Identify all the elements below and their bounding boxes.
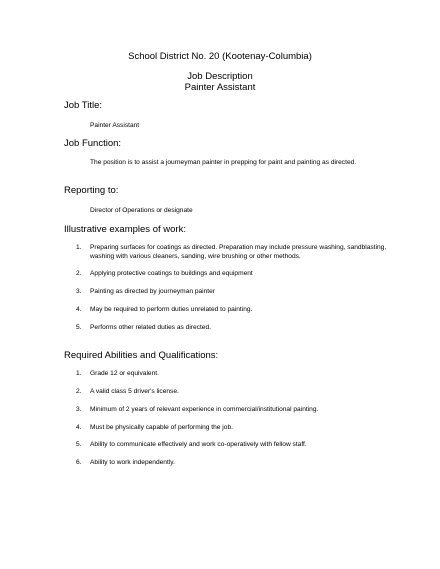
list-item-number: 1.	[76, 244, 82, 251]
list-item-text: A valid class 5 driver's license.	[90, 388, 179, 395]
reporting-to-heading: Reporting to:	[64, 185, 119, 196]
list-item-number: 4.	[76, 306, 82, 313]
list-item-text: Grade 12 or equivalent.	[90, 370, 159, 377]
list-item-text: Performs other related duties as directed.	[90, 324, 211, 331]
list-item-number: 5.	[76, 441, 82, 448]
list-item-text: Ability to communicate effectively and work co-operatively with fellow staff.	[90, 441, 307, 448]
list-item-number: 3.	[76, 406, 82, 413]
list-item-text: Painting as directed by journeyman painter	[90, 288, 215, 295]
list-item-number: 1.	[76, 370, 82, 377]
job-function-value: The position is to assist a journeyman painter in prepping for paint and painting as directed.	[90, 159, 357, 166]
district-title: School District No. 20 (Kootenay-Columbia)	[128, 51, 312, 62]
job-title-value: Painter Assistant	[90, 122, 140, 129]
examples-heading: Illustrative examples of work:	[64, 224, 186, 235]
list-item-number: 6.	[76, 459, 82, 466]
list-item-number: 2.	[76, 270, 82, 277]
job-title-heading: Job Title:	[64, 100, 103, 111]
list-item-number: 4.	[76, 424, 82, 431]
list-item-text: Minimum of 2 years of relevant experience in commercial/institutional painting.	[90, 406, 319, 413]
list-item-text: May be required to perform duties unrelated to painting.	[90, 306, 253, 313]
list-item-text: Applying protective coatings to buildings and equipment	[90, 270, 253, 277]
position-title: Painter Assistant	[184, 82, 256, 93]
job-function-heading: Job Function:	[64, 138, 122, 149]
list-item-number: 5.	[76, 324, 82, 331]
reporting-to-value: Director of Operations or designate	[90, 207, 193, 214]
list-item-number: 3.	[76, 288, 82, 295]
document-type-title: Job Description	[187, 71, 253, 82]
list-item-text: Ability to work independently.	[90, 459, 175, 466]
qualifications-heading: Required Abilities and Qualifications:	[64, 350, 219, 361]
list-item-number: 2.	[76, 388, 82, 395]
list-item-text: Preparing surfaces for coatings as directed. Preparation may include pressure washing, sandblasting, washing with various cleaners, sanding, wire brushing or other methods.	[90, 244, 387, 260]
list-item-text: Must be physically capable of performing the job.	[90, 424, 233, 431]
